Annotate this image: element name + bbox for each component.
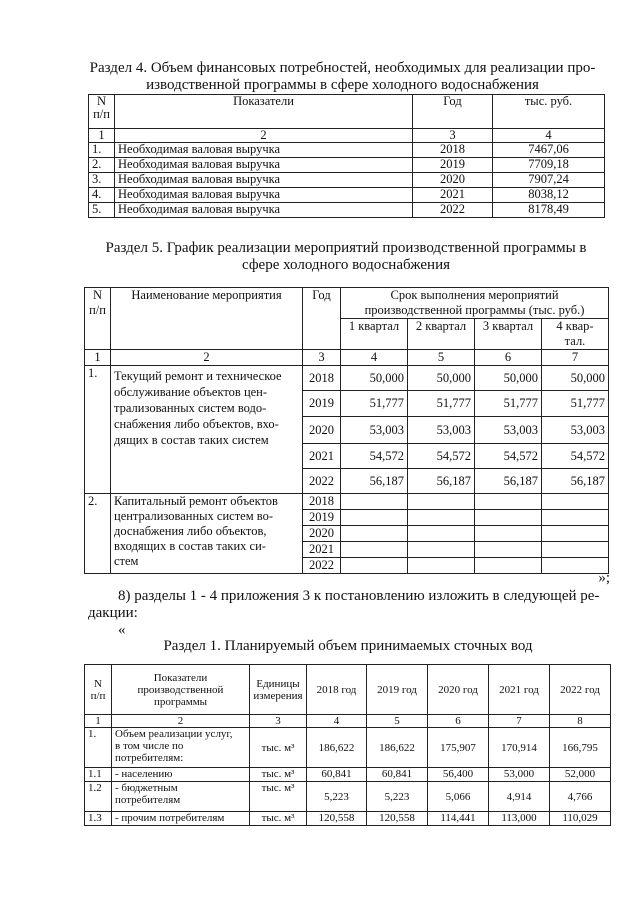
row-year: 2020 (413, 173, 493, 188)
row-year: 2018 (413, 143, 493, 158)
col-number: 4 (493, 129, 605, 143)
row-num: 4. (89, 188, 115, 203)
col-number: 5 (367, 715, 428, 728)
q-value: 54,572 (475, 444, 542, 469)
row-value: 5,223 (367, 782, 428, 812)
q-value: 53,003 (408, 417, 475, 444)
row-unit: тыс. м³ (250, 768, 307, 782)
q-value: 51,777 (408, 391, 475, 417)
q-value: 56,187 (542, 469, 609, 494)
q-value: 50,000 (341, 366, 408, 391)
col-number: 2 (115, 129, 413, 143)
row-num: 1.3 (85, 812, 112, 826)
row-num: 1.1 (85, 768, 112, 782)
header-year: 2020 год (428, 665, 489, 715)
col-number: 7 (542, 350, 609, 366)
table-row (85, 812, 611, 826)
header-name: Наименование мероприятия (111, 288, 303, 350)
row-value: 186,622 (307, 728, 367, 768)
row-value: 113,000 (489, 812, 550, 826)
header-value: тыс. руб. (493, 95, 605, 129)
row-value: 60,841 (307, 768, 367, 782)
row-value: 4,766 (550, 782, 611, 812)
row-value: 5,066 (428, 782, 489, 812)
row-value: 175,907 (428, 728, 489, 768)
header-year: Год (303, 288, 341, 350)
row-year: 2021 (303, 542, 341, 558)
row-unit: тыс. м³ (250, 728, 307, 768)
col-number: 5 (408, 350, 475, 366)
header-q2: 2 квартал (408, 319, 475, 350)
q-value (408, 494, 475, 510)
row-num: 1. (85, 728, 112, 768)
row-name: Объем реализации услуг, в том числе по потребителям: (112, 728, 250, 768)
col-number: 7 (489, 715, 550, 728)
row-unit: тыс. м³ (250, 782, 307, 812)
item-num: 1. (85, 366, 111, 494)
q-value (408, 558, 475, 574)
table-row (89, 143, 605, 158)
q-value (408, 542, 475, 558)
q-value (475, 510, 542, 526)
row-name: Необходимая валовая выручка (115, 188, 413, 203)
header-q4: 4 квар- тал. (542, 319, 609, 350)
row-value: 5,223 (307, 782, 367, 812)
q-value (341, 542, 408, 558)
item-num: 2. (85, 494, 111, 574)
row-value: 170,914 (489, 728, 550, 768)
row-year: 2018 (303, 494, 341, 510)
col-number: 2 (112, 715, 250, 728)
col-number: 1 (85, 350, 111, 366)
q-value (475, 558, 542, 574)
q-value (542, 526, 609, 542)
row-value: 7467,06 (493, 143, 605, 158)
section4-table (88, 94, 605, 218)
q-value (341, 558, 408, 574)
closing-quote: »; (598, 570, 610, 586)
header-year: 2021 год (489, 665, 550, 715)
row-name: - прочим потребителям (112, 812, 250, 826)
item-name: Текущий ремонт и техническое обслуживание объектов цен- трализованных систем водо- снабжения либо объектов, вхо- дящих в состав таких систем (111, 366, 303, 494)
row-value: 110,029 (550, 812, 611, 826)
row-value: 114,441 (428, 812, 489, 826)
row-year: 2021 (303, 444, 341, 469)
q-value (475, 526, 542, 542)
row-num: 1. (89, 143, 115, 158)
row-value: 52,000 (550, 768, 611, 782)
q-value: 51,777 (542, 391, 609, 417)
section4-title: Раздел 4. Объем финансовых потребностей, необходимых для реализации про- изводственной программы в сфере холодного водоснабжения (89, 60, 596, 93)
item-name: Капитальный ремонт объектов централизованных систем во- доснабжения либо объектов, входящих в состав таких си- стем (111, 494, 303, 574)
section5-title: Раздел 5. График реализации мероприятий производственной программы в сфере холодного водоснабжения (105, 240, 587, 273)
section5-table (84, 287, 609, 574)
q-value: 53,003 (475, 417, 542, 444)
row-num: 2. (89, 158, 115, 173)
row-name: - населению (112, 768, 250, 782)
col-number: 8 (550, 715, 611, 728)
q-value: 54,572 (341, 444, 408, 469)
header-num: N п/п (85, 665, 112, 715)
row-unit: тыс. м³ (250, 812, 307, 826)
section1-title: Раздел 1. Планируемый объем принимаемых сточных вод (163, 638, 533, 654)
q-value (475, 542, 542, 558)
table-row (89, 173, 605, 188)
row-value: 186,622 (367, 728, 428, 768)
col-number: 4 (341, 350, 408, 366)
col-number: 2 (111, 350, 303, 366)
col-number: 1 (89, 129, 115, 143)
row-year: 2020 (303, 417, 341, 444)
row-year: 2019 (413, 158, 493, 173)
row-year: 2019 (303, 510, 341, 526)
paragraph-text: 8) разделы 1 - 4 приложения 3 к постановлению изложить в следующей ре- дакции: (88, 588, 600, 621)
row-value: 7907,24 (493, 173, 605, 188)
q-value: 50,000 (408, 366, 475, 391)
header-num: N п/п (89, 95, 115, 129)
q-value: 51,777 (475, 391, 542, 417)
col-number: 6 (475, 350, 542, 366)
row-year: 2020 (303, 526, 341, 542)
q-value: 53,003 (341, 417, 408, 444)
q-value: 56,187 (408, 469, 475, 494)
open-quote: « (118, 622, 126, 638)
q-value (542, 510, 609, 526)
header-indicator: Показатели (115, 95, 413, 129)
header-num: N п/п (85, 288, 111, 350)
row-year: 2022 (413, 203, 493, 218)
col-number: 3 (250, 715, 307, 728)
row-year: 2022 (303, 469, 341, 494)
q-value: 50,000 (542, 366, 609, 391)
row-name: Необходимая валовая выручка (115, 203, 413, 218)
row-name: - бюджетным потребителям (112, 782, 250, 812)
q-value (408, 510, 475, 526)
table-row (89, 158, 605, 173)
row-year: 2021 (413, 188, 493, 203)
q-value: 54,572 (408, 444, 475, 469)
section1-table (84, 664, 611, 826)
row-value: 166,795 (550, 728, 611, 768)
header-year: 2019 год (367, 665, 428, 715)
row-name: Необходимая валовая выручка (115, 158, 413, 173)
row-name: Необходимая валовая выручка (115, 143, 413, 158)
row-name: Необходимая валовая выручка (115, 173, 413, 188)
row-value: 60,841 (367, 768, 428, 782)
table-row (89, 203, 605, 218)
col-number: 3 (303, 350, 341, 366)
table-row (85, 366, 609, 391)
header-year: 2022 год (550, 665, 611, 715)
row-year: 2019 (303, 391, 341, 417)
row-num: 5. (89, 203, 115, 218)
q-value: 54,572 (542, 444, 609, 469)
row-value: 8038,12 (493, 188, 605, 203)
row-value: 8178,49 (493, 203, 605, 218)
row-value: 120,558 (307, 812, 367, 826)
header-period: Срок выполнения мероприятий производственной программы (тыс. руб.) (341, 288, 609, 319)
q-value: 56,187 (475, 469, 542, 494)
table-row (85, 768, 611, 782)
col-number: 3 (413, 129, 493, 143)
header-year: 2018 год (307, 665, 367, 715)
row-value: 56,400 (428, 768, 489, 782)
row-num: 1.2 (85, 782, 112, 812)
table-row (89, 188, 605, 203)
table-row (85, 728, 611, 768)
row-value: 53,000 (489, 768, 550, 782)
q-value: 50,000 (475, 366, 542, 391)
header-q3: 3 квартал (475, 319, 542, 350)
header-year: Год (413, 95, 493, 129)
row-value: 4,914 (489, 782, 550, 812)
table-row (85, 494, 609, 510)
q-value (408, 526, 475, 542)
row-num: 3. (89, 173, 115, 188)
q-value (341, 526, 408, 542)
q-value: 51,777 (341, 391, 408, 417)
q-value: 56,187 (341, 469, 408, 494)
q-value (542, 542, 609, 558)
col-number: 6 (428, 715, 489, 728)
row-year: 2018 (303, 366, 341, 391)
row-value: 120,558 (367, 812, 428, 826)
header-unit: Единицы измерения (250, 665, 307, 715)
table-row (85, 782, 611, 812)
col-number: 1 (85, 715, 112, 728)
header-indicator: Показатели производственной программы (112, 665, 250, 715)
q-value (341, 494, 408, 510)
row-value: 7709,18 (493, 158, 605, 173)
q-value: 53,003 (542, 417, 609, 444)
header-q1: 1 квартал (341, 319, 408, 350)
row-year: 2022 (303, 558, 341, 574)
col-number: 4 (307, 715, 367, 728)
q-value (542, 494, 609, 510)
q-value (341, 510, 408, 526)
q-value (475, 494, 542, 510)
